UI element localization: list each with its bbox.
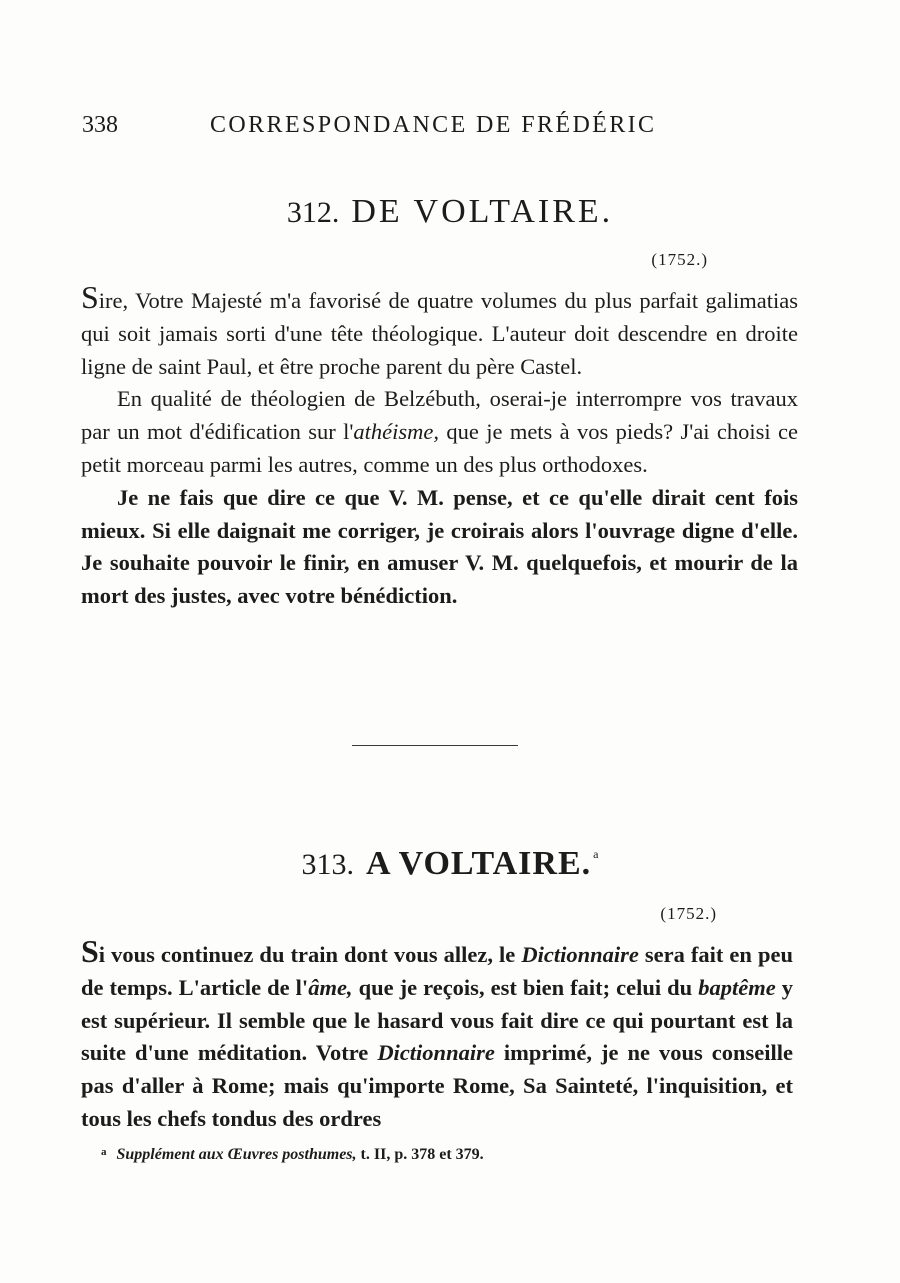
italic-term: Dictionnaire <box>521 942 639 967</box>
italic-term: athéisme, <box>353 419 439 445</box>
letter-number: 312. <box>286 196 340 229</box>
footnote-mark: a <box>101 1146 107 1158</box>
paragraph <box>81 933 793 1136</box>
letter-number: 313. <box>301 848 355 881</box>
paragraph-text: imprimé, je ne vous conseille pas d'aller à Rome; mais qu'importe Rome, Sa Sainteté, l'inquisition, et tous les chefs tondus des ordres <box>81 1040 793 1131</box>
page-number: 338 <box>82 112 118 138</box>
paragraph-text: En qualité de théologien de Belzébuth, oserai-je interrompre vos travaux par un mot d'édification sur l' <box>81 386 798 445</box>
letter-312-heading <box>0 193 900 231</box>
running-head <box>82 112 702 146</box>
section-divider <box>352 745 518 746</box>
letter-313-body <box>81 933 793 1136</box>
italic-term: Dictionnaire <box>377 1040 495 1066</box>
running-title: CORRESPONDANCE DE FRÉDÉRIC <box>210 112 657 138</box>
paragraph-text: y est supérieur. Il semble que le hasard vous fait dire ce qui pourtant est la suite d'une méditation. Votre <box>81 974 793 1066</box>
initial-letter: S <box>81 279 99 315</box>
footnote-citation: t. II, p. 378 et 379. <box>356 1146 484 1163</box>
letter-313-heading <box>0 845 900 883</box>
italic-term: baptême <box>698 974 776 1000</box>
paragraph-text: que je reçois, est bien fait; celui du <box>352 974 699 1000</box>
initial-letter: S <box>81 933 99 969</box>
paragraph <box>81 279 798 383</box>
letter-312-body <box>81 279 799 613</box>
footnote-reference: a <box>593 847 599 861</box>
footnote-source: Supplément aux Œuvres posthumes, <box>116 1146 357 1163</box>
paragraph-text: sera fait en peu de temps. L'article de l' <box>81 942 793 1000</box>
footnote <box>101 1146 484 1164</box>
paragraph-text: i vous continuez du train dont vous allez, le <box>98 942 522 967</box>
italic-term: âme, <box>308 974 353 1000</box>
paragraph-text: que je mets à vos pieds? J'ai choisi ce petit morceau parmi les autres, comme un des plus orthodoxes. <box>81 419 799 477</box>
letter-312-date: (1752.) <box>651 250 708 269</box>
paragraph-text: ire, Votre Majesté m'a favorisé de quatre volumes du plus parfait galimatias qui soit jamais sorti d'une tête théologique. L'auteur doit descendre en droite ligne de saint Paul, et être proche parent du père Castel. <box>81 288 798 379</box>
letter-313-date: (1752.) <box>660 904 717 923</box>
letter-heading: DE VOLTAIRE. <box>351 193 614 230</box>
letter-heading: A VOLTAIRE. <box>366 845 592 882</box>
paragraph <box>81 383 798 481</box>
paragraph: Je ne fais que dire ce que V. M. pense, et ce qu'elle dirait cent fois mieux. Si elle daignait me corriger, je croirais alors l'ouvrage digne d'elle. Je souhaite pouvoir le finir, en amuser V. M. quelquefois, et mourir de la mort des justes, avec votre bénédiction. <box>81 484 798 609</box>
